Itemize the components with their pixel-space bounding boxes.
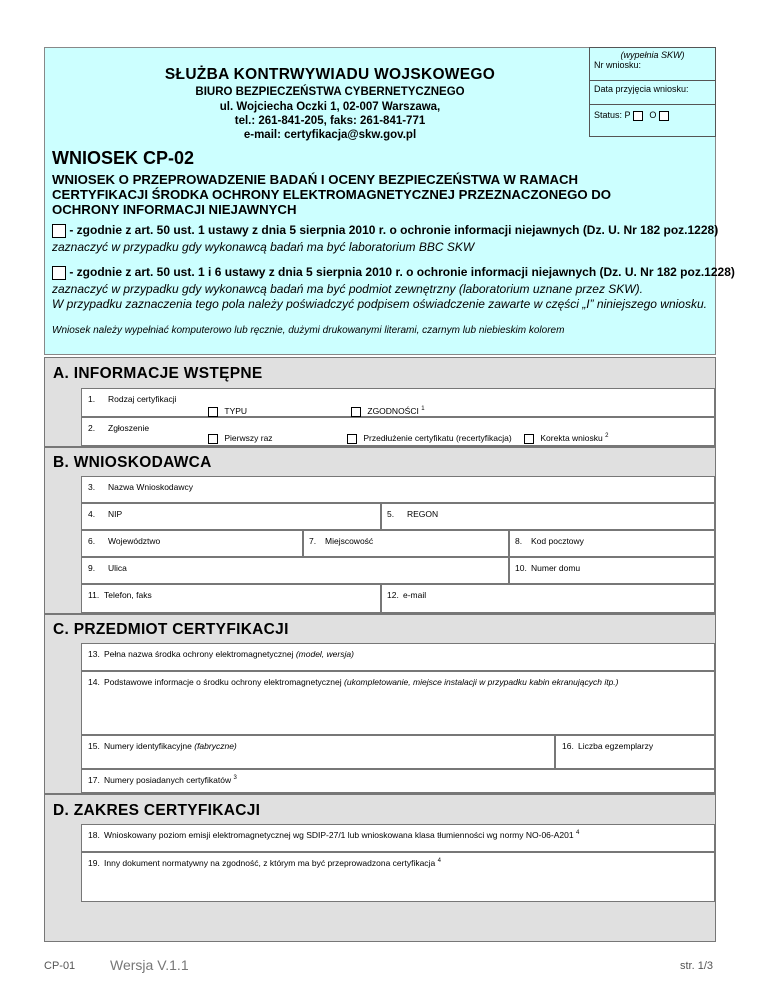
field-quantity[interactable]: 16. Liczba egzemplarzy: [555, 735, 715, 769]
status-row: [594, 110, 719, 121]
type-checkbox[interactable]: [208, 407, 218, 417]
section-c-title: C. PRZEDMIOT CERTYFIKACJI: [53, 621, 289, 638]
footer-doc-code: CP-01: [44, 960, 76, 972]
fill-instruction: Wniosek należy wypełniać komputerowo lub ręcznie, dużymi drukowanymi literami, czarnym lub niebieskim kolorem: [52, 325, 565, 336]
section-d-title: D. ZAKRES CERTYFIKACJI: [53, 802, 261, 819]
field-device-info[interactable]: 14. Podstawowe informacje o środku ochrony elektromagnetycznej (ukompletowanie, miejsce instalacji w przypadku kabin ekranujących itp.): [81, 671, 715, 735]
option-art50-ust1: - zgodnie z art. 50 ust. 1 ustawy z dnia 5 sierpnia 2010 r. o ochronie informacji niejawnych (Dz. U. Nr 182 poz.1228): [52, 223, 718, 238]
field-postal-code[interactable]: 8. Kod pocztowy: [509, 530, 715, 557]
office-phone: tel.: 261-841-205, faks: 261-841-771: [234, 115, 426, 127]
field-email[interactable]: 12. e-mail: [381, 584, 715, 613]
field-house-number[interactable]: 10. Numer domu: [509, 557, 715, 584]
correction-label: Korekta wniosku: [540, 433, 603, 443]
field-regon[interactable]: 5. REGON: [381, 503, 715, 530]
correction-checkbox[interactable]: [524, 434, 534, 444]
office-email: e-mail: certyfikacja@skw.gov.pl: [243, 129, 417, 141]
conformity-checkbox[interactable]: [351, 407, 361, 417]
field-phone-fax[interactable]: 11. Telefon, faks: [81, 584, 381, 613]
section-c: [44, 614, 716, 794]
option-art50-ust1-6-note1: zaznaczyć w przypadku gdy wykonawcą badań ma być podmiot zewnętrzny (laboratorium uznane przez SKW).: [52, 282, 643, 296]
application-number-label: Nr wniosku:: [594, 60, 642, 70]
form-code: WNIOSEK CP-02: [52, 148, 195, 168]
field-emission-level[interactable]: 18. Wnioskowany poziom emisji elektromagnetycznej wg SDIP-27/1 lub wnioskowana klasa tłumienności wg normy NO-06-A201 $^4$: [81, 824, 715, 852]
field-serial-numbers[interactable]: 15. Numery identyfikacyjne (fabryczne): [81, 735, 555, 769]
type-label: TYPU: [224, 406, 248, 416]
skw-office-box: [589, 47, 716, 137]
field-nip[interactable]: 4. NIP: [81, 503, 381, 530]
footer-page-number: str. 1/3: [680, 960, 714, 972]
option-art50-ust1-checkbox[interactable]: [52, 224, 66, 238]
section-b-title: B. WNIOSKODAWCA: [53, 454, 212, 471]
status-o-checkbox[interactable]: [659, 111, 669, 121]
first-time-label: Pierwszy raz: [224, 433, 273, 443]
status-p-checkbox[interactable]: [633, 111, 643, 121]
option-art50-ust1-6: - zgodnie z art. 50 ust. 1 i 6 ustawy z dnia 5 sierpnia 2010 r. o ochronie informacji niejawnych (Dz. U. Nr 182 poz.1228): [52, 265, 735, 280]
field-city[interactable]: 7. Miejscowość: [303, 530, 509, 557]
option-art50-ust1-6-checkbox[interactable]: [52, 266, 66, 280]
field-certificate-numbers[interactable]: 17. Numery posiadanych certyfikatów $^3$: [81, 769, 715, 793]
first-time-checkbox[interactable]: [208, 434, 218, 444]
section-a-title: A. INFORMACJE WSTĘPNE: [53, 365, 263, 382]
field-applicant-name[interactable]: 3. Nazwa Wnioskodawcy: [81, 476, 715, 503]
field-device-name[interactable]: 13. Pełna nazwa środka ochrony elektromagnetycznej (model, wersja): [81, 643, 715, 671]
field-voivodeship[interactable]: 6. Województwo: [81, 530, 303, 557]
field-street[interactable]: 9. Ulica: [81, 557, 509, 584]
receipt-date-label: Data przyjęcia wniosku:: [594, 84, 689, 94]
option-art50-ust1-6-note2: W przypadku zaznaczenia tego pola należy poświadczyć podpisem oświadczenie zawarte w części „I” niniejszego wniosku.: [52, 297, 707, 311]
form-title: WNIOSEK O PRZEPROWADZENIE BADAŃ I OCENY BEZPIECZEŃSTWA W RAMACH CERTYFIKACJI ŚRODKA OCHRONY ELEKTROMAGNETYCZNEJ PRZEZNACZONEGO DO OCHRONY INFORMACJI NIEJAWNYCH: [52, 172, 612, 217]
field-submission: 2. Zgłoszenie Pierwszy raz Przedłużenie certyfikatu (recertyfikacja) Korekta wniosku $^2$: [81, 417, 715, 446]
status-label: Status:: [594, 110, 623, 120]
agency-name: SŁUŻBA KONTRWYWIADU WOJSKOWEGO: [164, 66, 496, 83]
status-o-label: O: [649, 110, 657, 120]
field-other-standard[interactable]: 19. Inny dokument normatywny na zgodność, z którym ma być przeprowadzona certyfikacja $^4$: [81, 852, 715, 902]
office-name: BIURO BEZPIECZEŃSTWA CYBERNETYCZNEGO: [195, 86, 465, 98]
section-d: [44, 794, 716, 942]
footer-version: Wersja V.1.1: [110, 957, 189, 973]
option-art50-ust1-note: zaznaczyć w przypadku gdy wykonawcą badań ma być laboratorium BBC SKW: [52, 240, 475, 254]
recertification-checkbox[interactable]: [347, 434, 357, 444]
skw-filled-by: (wypełnia SKW): [620, 50, 685, 60]
section-a: [44, 357, 716, 447]
field-certification-type: 1. Rodzaj certyfikacji TYPU ZGODNOŚCI $^1$: [81, 388, 715, 417]
section-b: [44, 447, 716, 614]
office-address: ul. Wojciecha Oczki 1, 02-007 Warszawa,: [219, 101, 441, 113]
status-p-label: P: [624, 110, 631, 120]
conformity-label: ZGODNOŚCI: [367, 406, 419, 416]
recertification-label: Przedłużenie certyfikatu (recertyfikacja): [363, 433, 512, 443]
